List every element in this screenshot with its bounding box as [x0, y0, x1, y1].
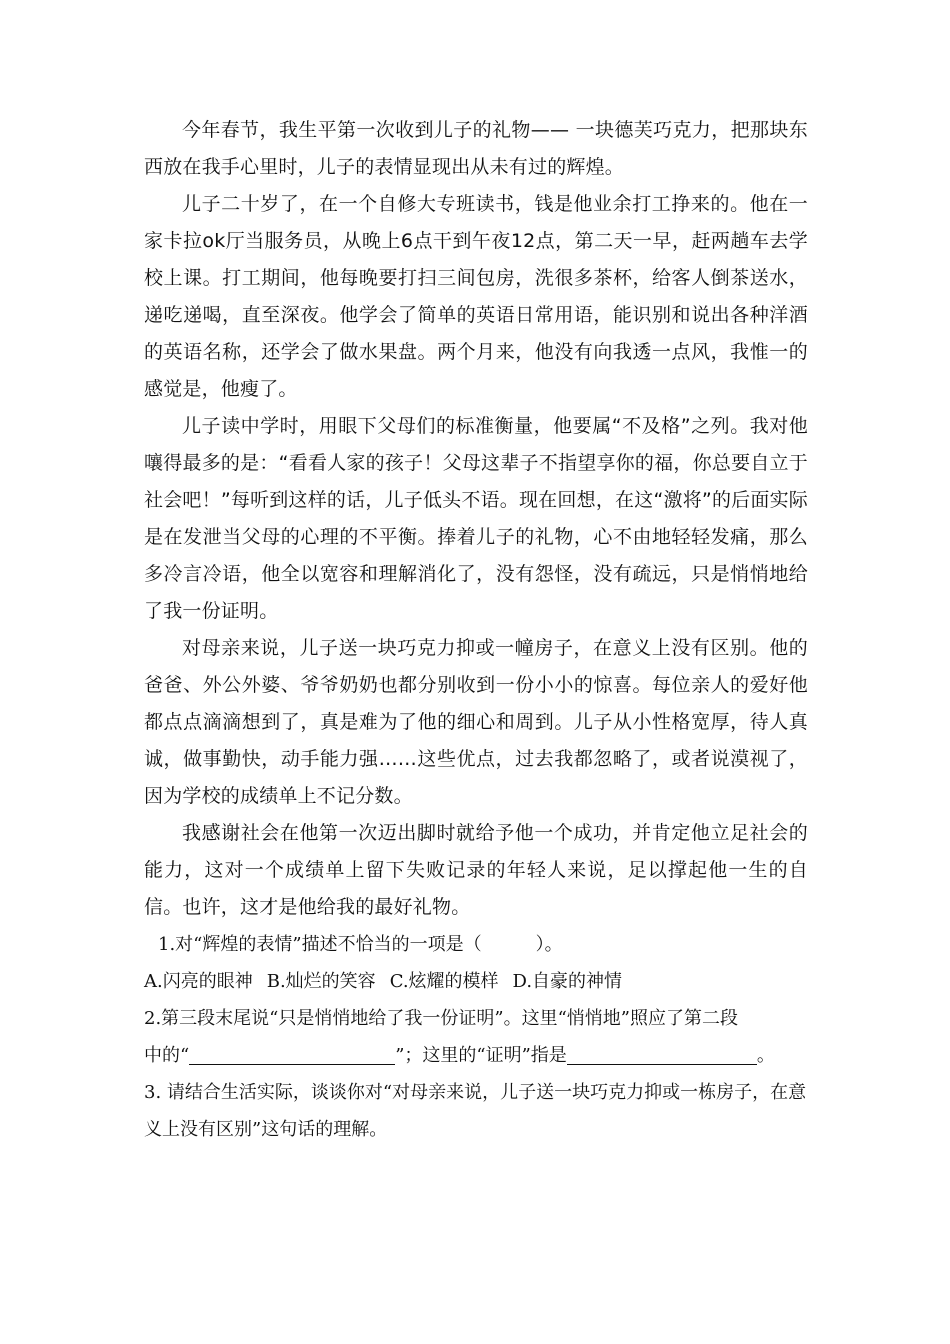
passage-paragraph-3: 儿子读中学时，用眼下父母们的标准衡量，他要属“不及格”之列。我对他嚷得最多的是：“看看人家的孩子！父母这辈子不指望享你的福，你总要自立于社会吧！”每听到这样的话，儿子低头不语。现在回想，在这“激将”的后面实际是在发泄当父母的心理的不平衡。捧着儿子的礼物，心不由地轻轻发痛，那么多冷言冷语，他全以宽容和理解消化了，没有怨怪，没有疏远，只是悄悄地给了我一份证明。	[144, 415, 808, 622]
option-b[interactable]: B.灿烂的笑容	[266, 971, 376, 992]
questions-section	[144, 926, 808, 1148]
question-2-text-b: ”；这里的“证明”指是	[395, 1045, 567, 1066]
question-1-answer-blank[interactable]	[482, 932, 536, 954]
passage-paragraph-1: 今年春节，我生平第一次收到儿子的礼物—— 一块德芙巧克力，把那块东西放在我手心里时，儿子的表情显现出从未有过的辉煌。	[144, 119, 808, 178]
question-1-stem-end: ）。	[535, 934, 563, 955]
question-1	[144, 926, 808, 963]
passage-paragraph-2: 儿子二十岁了，在一个自修大专班读书，钱是他业余打工挣来的。他在一家卡拉ok厅当服务员，从晚上6点干到午夜12点，第二天一早，赶两趟车去学校上课。打工期间，他每晚要打扫三间包房，洗很多茶杯，给客人倒茶送水，递吃递喝，直至深夜。他学会了简单的英语日常用语，能识别和说出各种洋酒的英语名称，还学会了做水果盘。两个月来，他没有向我透一点风，我惟一的感觉是，他瘦了。	[144, 193, 808, 400]
question-1-stem: 1.对“辉煌的表情”描述不恰当的一项是（	[158, 934, 482, 955]
passage-paragraph-5: 我感谢社会在他第一次迈出脚时就给予他一个成功，并肯定他立足社会的能力，这对一个成绩单上留下失败记录的年轻人来说，足以撑起他一生的自信。也许，这才是他给我的最好礼物。	[144, 822, 808, 918]
option-c[interactable]: C.炫耀的模样	[389, 971, 499, 992]
passage-paragraph-4: 对母亲来说，儿子送一块巧克力抑或一幢房子，在意义上没有区别。他的爸爸、外公外婆、爷爷奶奶也都分别收到一份小小的惊喜。每位亲人的爱好他都点点滴滴想到了，真是难为了他的细心和周到。儿子从小性格宽厚，待人真诚，做事勤快，动手能力强……这些优点，过去我都忽略了，或者说漠视了，因为学校的成绩单上不记分数。	[144, 637, 808, 807]
question-2-blank-1[interactable]	[189, 1042, 395, 1065]
question-2-line-2	[144, 1037, 808, 1074]
option-a[interactable]: A.闪亮的眼神	[144, 971, 253, 992]
document-page	[144, 112, 808, 1148]
question-2-line-1: 2.第三段末尾说“只是悄悄地给了我一份证明”。这里“悄悄地”照应了第二段	[144, 1008, 738, 1029]
question-1-options	[144, 963, 808, 1000]
question-2-blank-2[interactable]	[567, 1042, 757, 1065]
option-d[interactable]: D.自豪的神情	[512, 971, 623, 992]
question-2-text-c: 。	[756, 1045, 775, 1066]
question-2-text-a: 中的“	[144, 1045, 190, 1066]
question-3: 3. 请结合生活实际，谈谈你对“对母亲来说，儿子送一块巧克力抑或一栋房子，在意义上没有区别”这句话的理解。	[144, 1082, 807, 1140]
